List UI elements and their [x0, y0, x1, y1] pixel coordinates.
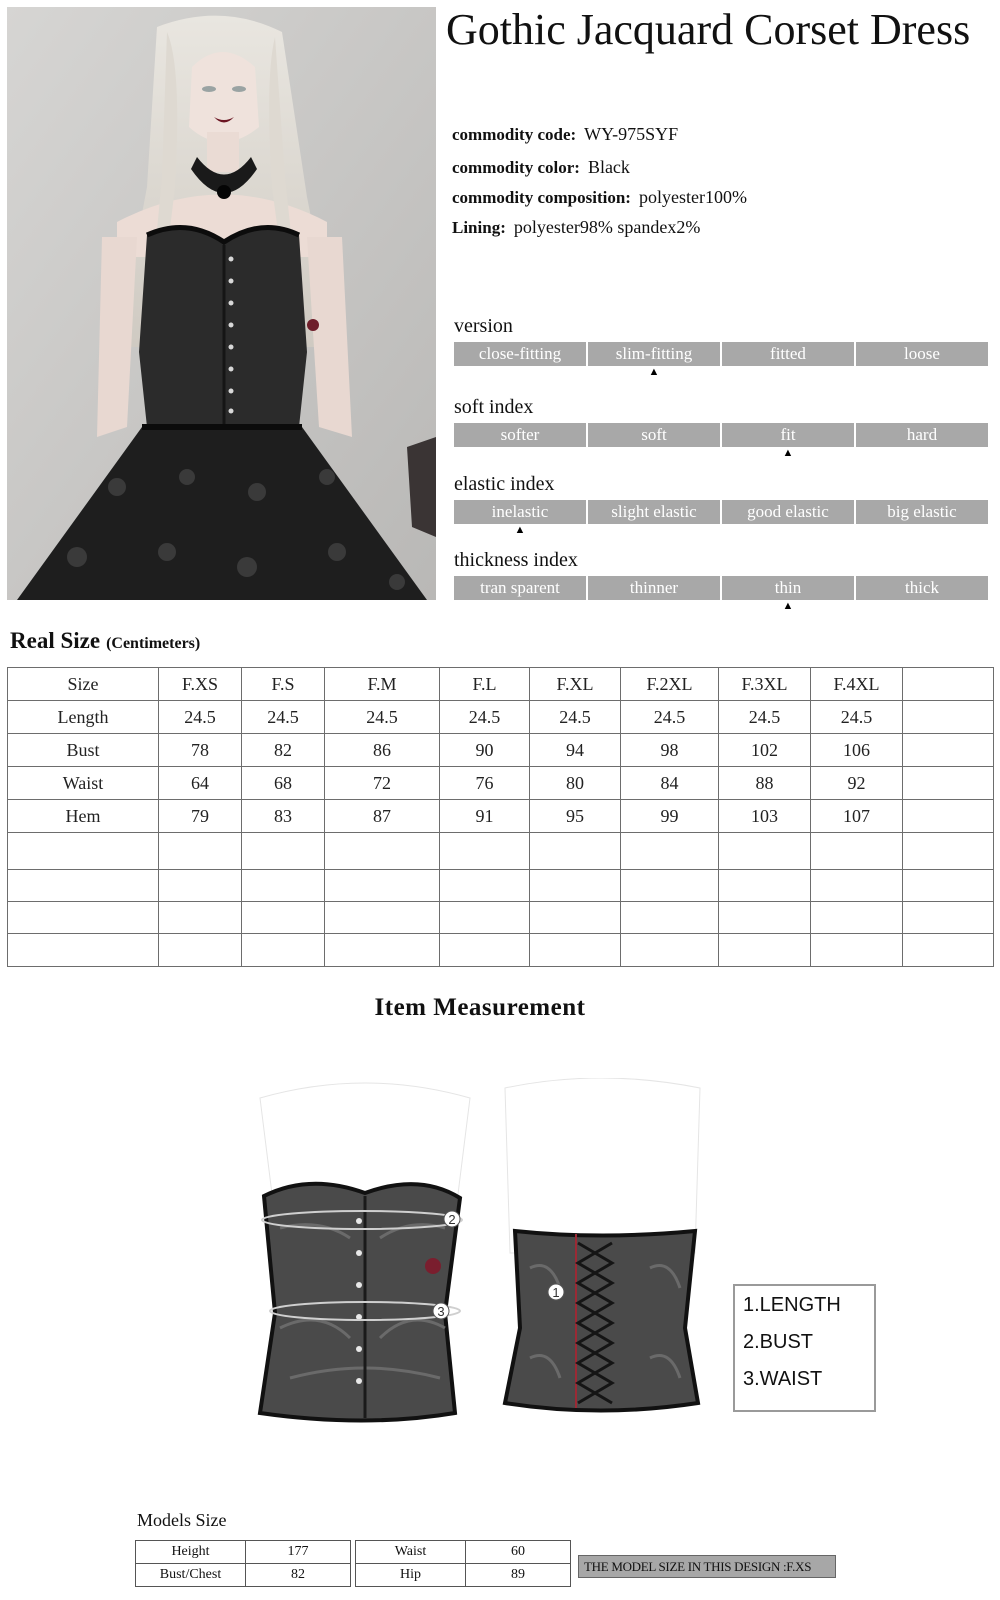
scale-option: slim-fitting	[588, 342, 720, 366]
corset-back-diagram	[500, 1078, 715, 1418]
scale-option: softer	[454, 423, 586, 447]
size-table-heading	[10, 628, 200, 654]
table-row	[136, 1541, 351, 1564]
spec-lining	[452, 217, 700, 238]
soft-index-scale	[454, 423, 988, 447]
size-table-header-cell: F.M	[325, 668, 440, 701]
spec-value: polyester98% spandex2%	[513, 217, 701, 237]
version-label: version	[454, 315, 513, 337]
size-table-cell	[159, 833, 242, 870]
size-table-cell	[8, 902, 159, 934]
scale-option: hard	[856, 423, 988, 447]
size-table-unit: (Centimeters)	[106, 635, 201, 652]
scale-option: loose	[856, 342, 988, 366]
size-table-cell: 95	[530, 800, 621, 833]
size-table-row	[8, 767, 994, 800]
scale-option: fitted	[722, 342, 854, 366]
size-table-header-cell	[903, 668, 994, 701]
scale-option: thin	[722, 576, 854, 600]
size-table-cell: 94	[530, 734, 621, 767]
spec-key: commodity code:	[452, 125, 577, 144]
size-table-cell: Hem	[8, 800, 159, 833]
waist-marker-number: 3	[437, 1304, 445, 1319]
size-table-cell	[621, 902, 719, 934]
size-table-cell	[8, 833, 159, 870]
spec-commodity-composition	[452, 187, 747, 208]
elastic-index-label: elastic index	[454, 473, 555, 495]
size-table-cell	[903, 800, 994, 833]
soft-index-label: soft index	[454, 396, 534, 418]
size-table-cell	[325, 833, 440, 870]
mannequin-back-shape	[505, 1078, 700, 1253]
size-table-cell	[242, 902, 325, 934]
size-table-header-cell: F.XL	[530, 668, 621, 701]
size-table-cell: Bust	[8, 734, 159, 767]
size-table-cell: 99	[621, 800, 719, 833]
size-table-cell	[440, 833, 530, 870]
size-table-cell	[719, 934, 811, 967]
legend-length: 1.LENGTH	[743, 1294, 841, 1316]
size-table-cell: 87	[325, 800, 440, 833]
size-table-row	[8, 934, 994, 967]
size-table-row	[8, 734, 994, 767]
size-table-header-cell: F.XS	[159, 668, 242, 701]
size-table-cell: 24.5	[242, 701, 325, 734]
scale-option: tran sparent	[454, 576, 586, 600]
size-table-cell	[811, 833, 903, 870]
size-table-cell: 91	[440, 800, 530, 833]
size-table-cell: 107	[811, 800, 903, 833]
size-table-cell	[621, 833, 719, 870]
size-table-cell	[8, 870, 159, 902]
size-table-header-cell: F.L	[440, 668, 530, 701]
size-table-cell	[530, 870, 621, 902]
size-table-cell	[325, 934, 440, 967]
table-row	[356, 1564, 571, 1587]
spec-value: polyester100%	[638, 187, 747, 207]
size-table-row	[8, 902, 994, 934]
elastic-index-scale	[454, 500, 988, 524]
size-table-cell: Waist	[8, 767, 159, 800]
size-table-row	[8, 870, 994, 902]
size-table-header-row	[8, 668, 994, 701]
soft-index-selected-marker: ▲	[782, 447, 794, 459]
size-table-cell	[159, 934, 242, 967]
size-table-cell: 68	[242, 767, 325, 800]
table-cell: 177	[246, 1541, 351, 1564]
models-size-heading: Models Size	[137, 1510, 227, 1530]
size-table-cell	[530, 902, 621, 934]
thickness-index-scale	[454, 576, 988, 600]
scale-option: inelastic	[454, 500, 586, 524]
scale-option: thinner	[588, 576, 720, 600]
elastic-index-selected-marker: ▲	[514, 524, 526, 536]
measurement-legend	[733, 1284, 876, 1412]
size-table-cell	[903, 833, 994, 870]
size-table-cell	[440, 870, 530, 902]
size-table-header-cell: F.2XL	[621, 668, 719, 701]
spec-key: Lining:	[452, 218, 506, 237]
scale-option: close-fitting	[454, 342, 586, 366]
size-table-cell: 103	[719, 800, 811, 833]
size-table-row	[8, 701, 994, 734]
bust-marker-number: 2	[448, 1212, 456, 1227]
scale-option: thick	[856, 576, 988, 600]
size-table-cell	[719, 902, 811, 934]
size-table-cell	[621, 934, 719, 967]
legend-waist: 3.WAIST	[743, 1368, 823, 1390]
size-table-cell	[530, 833, 621, 870]
size-table-cell: 24.5	[159, 701, 242, 734]
spec-commodity-code	[452, 124, 678, 145]
size-table-cell: 106	[811, 734, 903, 767]
thickness-index-selected-marker: ▲	[782, 600, 794, 612]
size-table-cell	[719, 870, 811, 902]
table-cell: Bust/Chest	[136, 1564, 246, 1587]
size-table-cell	[242, 833, 325, 870]
model-size-note: THE MODEL SIZE IN THIS DESIGN :F.XS	[578, 1555, 836, 1578]
size-table-cell: 72	[325, 767, 440, 800]
size-table-row	[8, 800, 994, 833]
size-table-cell	[530, 934, 621, 967]
model-photo	[7, 7, 436, 600]
scale-option: soft	[588, 423, 720, 447]
size-table-cell: Length	[8, 701, 159, 734]
size-table-header-cell: Size	[8, 668, 159, 701]
size-table-cell: 92	[811, 767, 903, 800]
size-table-cell: 86	[325, 734, 440, 767]
size-table-cell	[621, 870, 719, 902]
size-table-cell: 84	[621, 767, 719, 800]
scale-option: good elastic	[722, 500, 854, 524]
models-size-table-right	[355, 1540, 571, 1587]
size-table-cell	[325, 902, 440, 934]
table-cell: Height	[136, 1541, 246, 1564]
size-table-cell	[903, 701, 994, 734]
thickness-index-label: thickness index	[454, 549, 578, 571]
scale-option: slight elastic	[588, 500, 720, 524]
size-table-cell: 82	[242, 734, 325, 767]
size-table-cell	[811, 902, 903, 934]
size-table-cell	[903, 767, 994, 800]
size-table-cell	[325, 870, 440, 902]
size-table-cell: 90	[440, 734, 530, 767]
size-table-cell: 24.5	[530, 701, 621, 734]
models-size-table-left	[135, 1540, 351, 1587]
scale-option: fit	[722, 423, 854, 447]
size-table-cell	[903, 902, 994, 934]
size-table-cell	[903, 934, 994, 967]
size-table-cell: 24.5	[621, 701, 719, 734]
size-table-cell	[8, 934, 159, 967]
size-table-cell: 64	[159, 767, 242, 800]
legend-bust: 2.BUST	[743, 1331, 814, 1353]
spec-value: Black	[587, 157, 630, 177]
size-table-cell: 78	[159, 734, 242, 767]
size-table-cell: 24.5	[325, 701, 440, 734]
version-scale	[454, 342, 988, 366]
table-cell: 89	[466, 1564, 571, 1587]
spec-commodity-color	[452, 157, 630, 178]
size-table-cell: 102	[719, 734, 811, 767]
size-table-cell: 98	[621, 734, 719, 767]
rose-detail	[425, 1258, 441, 1274]
size-table-cell: 24.5	[811, 701, 903, 734]
product-title: Gothic Jacquard Corset Dress	[446, 5, 971, 54]
spec-value: WY-975SYF	[584, 124, 679, 144]
size-table-cell: 80	[530, 767, 621, 800]
size-table-cell	[159, 870, 242, 902]
size-table-header-cell: F.3XL	[719, 668, 811, 701]
table-cell: Waist	[356, 1541, 466, 1564]
size-table	[7, 667, 994, 967]
size-table-cell: 83	[242, 800, 325, 833]
table-cell: Hip	[356, 1564, 466, 1587]
size-table-cell	[159, 902, 242, 934]
corset-front-diagram	[250, 1078, 480, 1438]
size-table-cell	[719, 833, 811, 870]
size-table-cell	[903, 734, 994, 767]
version-selected-marker: ▲	[648, 366, 660, 378]
table-row	[356, 1541, 571, 1564]
size-table-cell	[811, 870, 903, 902]
size-table-header-cell: F.4XL	[811, 668, 903, 701]
size-table-cell: 88	[719, 767, 811, 800]
spec-key: commodity color:	[452, 158, 580, 177]
measurement-title: Item Measurement	[374, 994, 586, 1021]
table-row	[136, 1564, 351, 1587]
size-table-row	[8, 833, 994, 870]
length-marker-number: 1	[552, 1285, 560, 1300]
size-table-cell	[440, 902, 530, 934]
size-table-title: Real Size	[10, 628, 101, 653]
size-table-cell: 24.5	[440, 701, 530, 734]
size-table-cell: 76	[440, 767, 530, 800]
table-cell: 60	[466, 1541, 571, 1564]
size-table-cell: 24.5	[719, 701, 811, 734]
size-table-cell: 79	[159, 800, 242, 833]
spec-key: commodity composition:	[452, 188, 631, 207]
scale-option: big elastic	[856, 500, 988, 524]
size-table-cell	[440, 934, 530, 967]
size-table-cell	[242, 870, 325, 902]
size-table-header-cell: F.S	[242, 668, 325, 701]
size-table-cell	[242, 934, 325, 967]
size-table-cell	[903, 870, 994, 902]
size-table-cell	[811, 934, 903, 967]
table-cell: 82	[246, 1564, 351, 1587]
